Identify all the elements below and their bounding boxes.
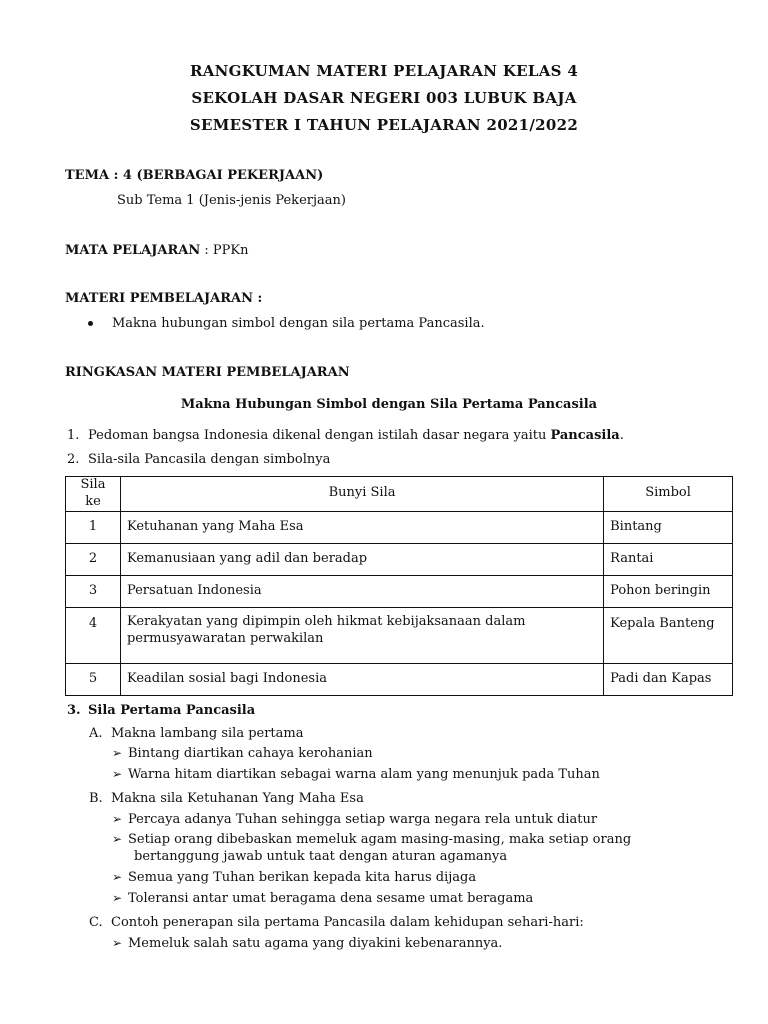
ringkasan-label: RINGKASAN MATERI PEMBELAJARAN bbox=[65, 365, 350, 380]
header-line-3: SEMESTER I TAHUN PELAJARAN 2021/2022 bbox=[189, 116, 579, 134]
mapel-label: MATA PELAJARAN bbox=[65, 243, 201, 258]
section-3-number: 3. bbox=[67, 703, 81, 718]
arrow-bullet-icon: ➢ bbox=[112, 870, 123, 884]
arrow-bullet-icon: ➢ bbox=[112, 936, 123, 950]
arrow-bullet-icon: ➢ bbox=[112, 812, 123, 826]
table-header-row bbox=[66, 477, 733, 512]
header-line-2: SEKOLAH DASAR NEGERI 003 LUBUK BAJA bbox=[191, 89, 577, 107]
mapel-sep: : bbox=[200, 243, 213, 258]
subsection-c-title: Contoh penerapan sila pertama Pancasila dalam kehidupan sehari-hari: bbox=[111, 915, 584, 930]
list-item bbox=[112, 936, 502, 953]
table-row bbox=[66, 663, 733, 695]
list-item-text: Warna hitam diartikan sebagai warna alam yang menunjuk pada Tuhan bbox=[128, 767, 600, 782]
cell-no: 5 bbox=[66, 663, 121, 695]
point-2-number: 2. bbox=[67, 452, 80, 467]
cell-no: 3 bbox=[66, 575, 121, 607]
table-row bbox=[66, 511, 733, 543]
list-item-text: Toleransi antar umat beragama dena sesame umat beragama bbox=[128, 891, 534, 906]
cell-no: 1 bbox=[66, 511, 121, 543]
subsection-c-label: C. bbox=[89, 915, 103, 930]
materi-list-item bbox=[88, 316, 485, 333]
bullet-icon bbox=[88, 321, 93, 326]
materi-item-text: Makna hubungan simbol dengan sila pertama Pancasila. bbox=[112, 316, 485, 331]
cell-simbol: Pohon beringin bbox=[604, 575, 733, 607]
point-2-text: Sila-sila Pancasila dengan simbolnya bbox=[88, 452, 331, 467]
point-1 bbox=[67, 428, 624, 445]
list-item-continuation: bertanggung jawab untuk taat dengan aturan agamanya bbox=[134, 849, 508, 864]
header-sila-ke: Sila ke bbox=[66, 477, 121, 512]
list-item-text: Setiap orang dibebaskan memeluk agam masing-masing, maka setiap orang bbox=[128, 832, 632, 847]
mata-pelajaran bbox=[65, 243, 249, 260]
table-row bbox=[66, 543, 733, 575]
cell-sila: Ketuhanan yang Maha Esa bbox=[120, 511, 603, 543]
header-line-1: RANGKUMAN MATERI PELAJARAN KELAS 4 bbox=[189, 62, 579, 80]
subsection-b-title: Makna sila Ketuhanan Yang Maha Esa bbox=[111, 791, 364, 806]
cell-sila: Kemanusiaan yang adil dan beradap bbox=[120, 543, 603, 575]
list-item-text: Bintang diartikan cahaya kerohanian bbox=[128, 746, 373, 761]
list-item bbox=[112, 891, 533, 908]
subsection-b-label: B. bbox=[89, 791, 103, 806]
point-1-end: . bbox=[619, 428, 624, 443]
cell-simbol: Kepala Banteng bbox=[604, 607, 733, 663]
subsection-c bbox=[89, 915, 584, 932]
cell-sila: Keadilan sosial bagi Indonesia bbox=[120, 663, 603, 695]
arrow-bullet-icon: ➢ bbox=[112, 891, 123, 905]
materi-label: MATERI PEMBELAJARAN : bbox=[65, 291, 263, 306]
subsection-a bbox=[89, 726, 304, 743]
point-1-bold: Pancasila bbox=[550, 428, 620, 443]
cell-simbol: Bintang bbox=[604, 511, 733, 543]
arrow-bullet-icon: ➢ bbox=[112, 832, 123, 846]
list-item-text: Percaya adanya Tuhan sehingga setiap warga negara rela untuk diatur bbox=[128, 812, 598, 827]
table-row bbox=[66, 575, 733, 607]
subsection-a-title: Makna lambang sila pertama bbox=[111, 726, 304, 741]
section-3-title: Sila Pertama Pancasila bbox=[88, 703, 256, 718]
list-item-text: Semua yang Tuhan berikan kepada kita harus dijaga bbox=[128, 870, 477, 885]
point-1-number: 1. bbox=[67, 428, 80, 443]
list-item-text: Memeluk salah satu agama yang diyakini kebenarannya. bbox=[128, 936, 503, 951]
cell-simbol: Padi dan Kapas bbox=[604, 663, 733, 695]
subsection-b bbox=[89, 791, 364, 808]
cell-no: 4 bbox=[66, 607, 121, 663]
cell-sila: Persatuan Indonesia bbox=[120, 575, 603, 607]
cell-simbol: Rantai bbox=[604, 543, 733, 575]
list-item bbox=[112, 832, 631, 849]
list-item bbox=[112, 870, 476, 887]
list-item bbox=[112, 812, 597, 829]
section-3-heading bbox=[67, 703, 256, 720]
ringkasan-subtitle: Makna Hubungan Simbol dengan Sila Pertama Pancasila bbox=[180, 397, 598, 412]
point-1-text bbox=[88, 428, 624, 445]
subtema-label: Sub Tema 1 (Jenis-jenis Pekerjaan) bbox=[117, 193, 346, 208]
header-bunyi-sila: Bunyi Sila bbox=[120, 477, 603, 512]
subsection-a-label: A. bbox=[89, 726, 103, 741]
list-item bbox=[112, 767, 600, 784]
mapel-value: PPKn bbox=[212, 243, 249, 258]
list-item bbox=[112, 746, 373, 763]
table-row bbox=[66, 607, 733, 663]
point-2 bbox=[67, 452, 331, 469]
cell-no: 2 bbox=[66, 543, 121, 575]
tema-label: TEMA : 4 (BERBAGAI PEKERJAAN) bbox=[65, 168, 324, 183]
cell-sila: Kerakyatan yang dipimpin oleh hikmat kebijaksanaan dalam permusyawaratan perwakilan bbox=[120, 607, 603, 663]
arrow-bullet-icon: ➢ bbox=[112, 746, 123, 760]
header-simbol: Simbol bbox=[604, 477, 733, 512]
point-1-text-main: Pedoman bangsa Indonesia dikenal dengan istilah dasar negara yaitu bbox=[88, 428, 551, 443]
sila-table bbox=[65, 476, 733, 696]
arrow-bullet-icon: ➢ bbox=[112, 767, 123, 781]
